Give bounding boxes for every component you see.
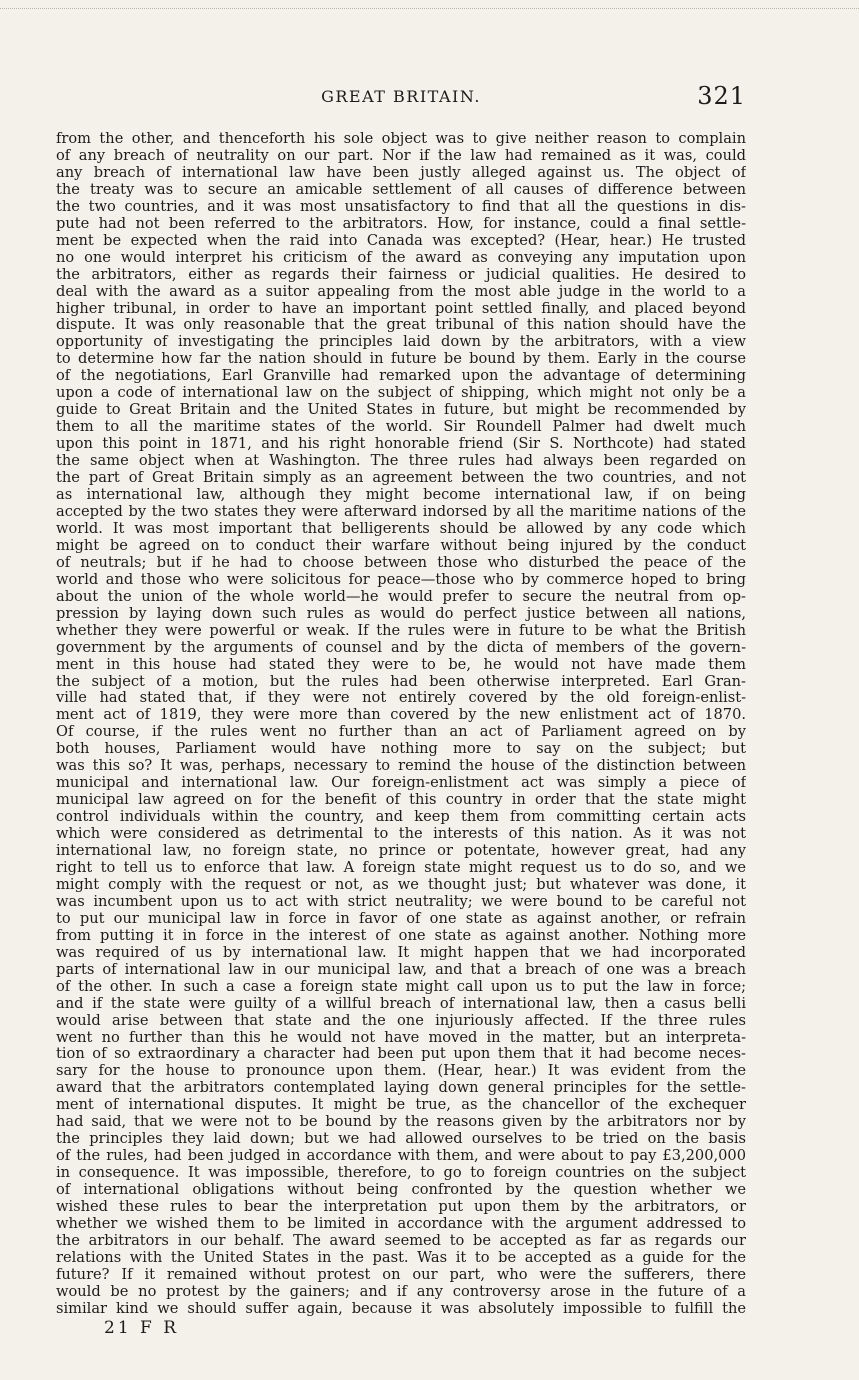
text-line: from the other, and thenceforth his sole object was to give neither reason to complain (56, 131, 746, 147)
text-line: upon this point in 1871, and his right honorable friend (Sir S. Northcote) had stated (56, 436, 746, 453)
text-line: of neutrals; but if he had to choose between those who disturbed the peace of the (56, 554, 746, 571)
text-line: tion of so extraordinary a character had been put upon them that it had become neces- (56, 1046, 746, 1063)
text-line: them to all the maritime states of the world. Sir Roundell Palmer had dwelt much (56, 419, 746, 436)
text-line: about the union of the whole world—he would prefer to secure the neutral from op- (56, 588, 746, 605)
text-line: to put our municipal law in force in favor of one state as against another, or refrain (56, 910, 746, 927)
text-line: wished these rules to bear the interpretation put upon them by the arbitrators, or (56, 1199, 746, 1216)
text-line: was required of us by international law. It might happen that we had incorporated (56, 944, 746, 961)
text-line: ment of international disputes. It might be true, as the chancellor of the exchequer (56, 1097, 746, 1114)
running-title: GREAT BRITAIN. (321, 87, 481, 106)
text-line: any breach of international law have been justly alleged against us. The object of (56, 164, 746, 181)
text-line: guide to Great Britain and the United States in future, but might be recommended by (56, 402, 746, 419)
text-line: control individuals within the country, and keep them from committing certain acts (56, 809, 746, 826)
text-line: ville had stated that, if they were not entirely covered by the old foreign-enlist- (56, 690, 746, 707)
text-line: might be agreed on to conduct their warfare without being injured by the conduct (56, 537, 746, 554)
text-line: whether they were powerful or weak. If the rules were in future to be what the British (56, 622, 746, 639)
text-line: dispute. It was only reasonable that the great tribunal of this nation should have the (56, 317, 746, 334)
text-line: municipal law agreed on for the benefit of this country in order that the state might (56, 792, 746, 809)
text-line: right to tell us to enforce that law. A foreign state might request us to do so, and we (56, 859, 746, 876)
text-line: to determine how far the nation should in future be bound by them. Early in the course (56, 351, 746, 368)
text-line: went no further than this he would not have moved in the matter, but an interpreta- (56, 1029, 746, 1046)
text-line: was incumbent upon us to act with strict neutrality; we were bound to be careful not (56, 893, 746, 910)
page-number: 321 (697, 82, 746, 110)
text-line: might comply with the request or not, as we thought just; but whatever was done, it (56, 876, 746, 893)
text-line: government by the arguments of counsel and by the dicta of members of the govern- (56, 639, 746, 656)
text-line: ment be expected when the raid into Canada was excepted? (Hear, hear.) He trusted (56, 232, 746, 249)
text-line: in consequence. It was impossible, therefore, to go to foreign countries on the subject (56, 1165, 746, 1182)
page-header (56, 84, 746, 114)
text-line: had said, that we were not to be bound by the reasons given by the arbitrators nor by (56, 1114, 746, 1131)
text-line: of the other. In such a case a foreign state might call upon us to put the law in force; (56, 978, 746, 995)
text-line: both houses, Parliament would have nothing more to say on the subject; but (56, 741, 746, 758)
text-line: higher tribunal, in order to have an important point settled finally, and placed beyond (56, 300, 746, 317)
text-line: similar kind we should suffer again, because it was absolutely impossible to fulfill the (56, 1300, 746, 1317)
text-line: deal with the award as a suitor appealing from the most able judge in the world to a (56, 283, 746, 300)
text-line: which were considered as detrimental to the interests of this nation. As it was not (56, 826, 746, 843)
text-line: sary for the house to pronounce upon them. (Hear, hear.) It was evident from the (56, 1063, 746, 1080)
text-line: Of course, if the rules went no further than an act of Parliament agreed on by (56, 724, 746, 741)
body-text (56, 131, 746, 1318)
text-line: of any breach of neutrality on our part. Nor if the law had remained as it was, could (56, 147, 746, 164)
text-line: award that the arbitrators contemplated laying down general principles for the settle- (56, 1080, 746, 1097)
text-line: as international law, although they might become international law, if on being (56, 487, 746, 504)
text-line: ment act of 1819, they were more than covered by the new enlistment act of 1870. (56, 707, 746, 724)
text-line: pute had not been referred to the arbitrators. How, for instance, could a final settle- (56, 215, 746, 232)
text-line: world and those who were solicitous for peace—those who by commerce hoped to bring (56, 571, 746, 588)
text-line: opportunity of investigating the principles laid down by the arbitrators, with a view (56, 334, 746, 351)
text-line: the arbitrators in our behalf. The award seemed to be accepted as far as regards our (56, 1232, 746, 1249)
text-line: pression by laying down such rules as would do perfect justice between all nations, (56, 605, 746, 622)
text-line: the same object when at Washington. The three rules had always been regarded on (56, 453, 746, 470)
text-line: no one would interpret his criticism of the award as conveying any imputation upon (56, 249, 746, 266)
text-line: would arise between that state and the one injuriously affected. If the three rules (56, 1012, 746, 1029)
text-line: the principles they laid down; but we had allowed ourselves to be tried on the basis (56, 1131, 746, 1148)
text-line: and if the state were guilty of a willful breach of international law, then a casus belli (56, 995, 746, 1012)
text-line: world. It was most important that belligerents should be allowed by any code which (56, 520, 746, 537)
text-line: ment in this house had stated they were to be, he would not have made them (56, 656, 746, 673)
text-line: the subject of a motion, but the rules had been otherwise interpreted. Earl Gran- (56, 673, 746, 690)
text-line: upon a code of international law on the subject of shipping, which might not only be a (56, 385, 746, 402)
text-line: parts of international law in our municipal law, and that a breach of one was a breach (56, 961, 746, 978)
text-line: the part of Great Britain simply as an agreement between the two countries, and not (56, 470, 746, 487)
text-line: relations with the United States in the past. Was it to be accepted as a guide for the (56, 1249, 746, 1266)
text-line: from putting it in force in the interest of one state as against another. Nothing more (56, 927, 746, 944)
text-line: international law, no foreign state, no prince or potentate, however great, had any (56, 843, 746, 860)
text-line: would be no protest by the gainers; and if any controversy arose in the future of a (56, 1283, 746, 1300)
text-line: municipal and international law. Our foreign-enlistment act was simply a piece of (56, 775, 746, 792)
text-line: of the rules, had been judged in accordance with them, and were about to pay £3,200,000 (56, 1148, 746, 1165)
text-line: the arbitrators, either as regards their fairness or judicial qualities. He desired to (56, 266, 746, 283)
text-line: the treaty was to secure an amicable settlement of all causes of difference between (56, 181, 746, 198)
printer-signature-mark: 21 F R (104, 1318, 180, 1338)
text-line: of international obligations without being confronted by the question whether we (56, 1182, 746, 1199)
text-line: the two countries, and it was most unsatisfactory to find that all the questions in dis- (56, 198, 746, 215)
text-line: whether we wished them to be limited in accordance with the argument addressed to (56, 1216, 746, 1232)
text-line: future? If it remained without protest on our part, who were the sufferers, there (56, 1266, 746, 1283)
text-line: of the negotiations, Earl Granville had remarked upon the advantage of determining (56, 368, 746, 385)
text-line: was this so? It was, perhaps, necessary to remind the house of the distinction between (56, 758, 746, 775)
top-edge-rule (0, 8, 859, 9)
text-line: accepted by the two states they were afterward indorsed by all the maritime nations of the (56, 503, 746, 520)
